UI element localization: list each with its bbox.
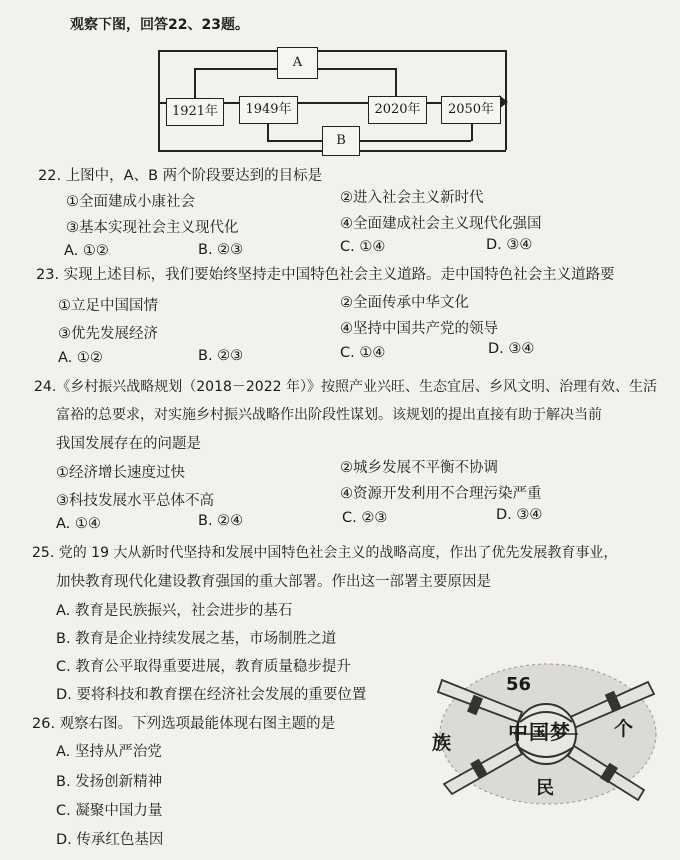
b-left-bar: [267, 140, 322, 142]
q22-item-2: ②进入社会主义新时代: [340, 190, 484, 206]
q23-choice-b[interactable]: B. ②③: [198, 348, 244, 364]
a-right-bar: [316, 68, 396, 70]
q23-choice-c[interactable]: C. ①④: [340, 345, 386, 361]
q25-stem-line-1: 25. 党的 19 大从新时代坚持和发展中国特色社会主义的战略高度，作出了优先发展教育事业，: [32, 545, 618, 561]
a-right-connector: [395, 68, 397, 98]
q24-stem-line-1: 24.《乡村振兴战略规划（2018－2022 年）》按照产业兴旺、生态宜居、乡风文明、治理有效、生活: [34, 379, 657, 395]
q25-choice-a[interactable]: A. 教育是民族振兴，社会进步的基石: [56, 603, 293, 619]
a-left-connector: [194, 68, 196, 98]
b-right-bar: [358, 140, 471, 142]
q24-item-3: ③科技发展水平总体不高: [56, 493, 214, 509]
year-2020-box: 2020年: [368, 96, 427, 124]
q22-choice-c[interactable]: C. ①④: [340, 239, 386, 255]
illustration-center-text: 中国梦: [508, 720, 571, 744]
q26-choice-c[interactable]: C. 凝聚中国力量: [56, 803, 163, 819]
q23-item-3: ③优先发展经济: [58, 326, 158, 342]
q23-choice-a[interactable]: A. ①②: [58, 350, 103, 366]
q24-choice-b[interactable]: B. ②④: [198, 513, 244, 529]
q22-item-1: ①全面建成小康社会: [66, 194, 195, 210]
stage-b-box: B: [322, 126, 360, 156]
q24-item-2: ②城乡发展不平衡不协调: [340, 460, 498, 476]
q22-choice-d[interactable]: D. ③④: [486, 237, 533, 253]
q24-stem-line-3: 我国发展存在的问题是: [56, 436, 201, 452]
q22-choice-a[interactable]: A. ①②: [64, 243, 109, 259]
q25-stem-line-2: 加快教育现代化建设教育强国的重大部署。作出这一部署主要原因是: [56, 574, 491, 590]
q25-choice-c[interactable]: C. 教育公平取得重要进展，教育质量稳步提升: [56, 659, 351, 675]
q24-choice-a[interactable]: A. ①④: [56, 516, 101, 532]
q24-stem-line-2: 富裕的总要求，对实施乡村振兴战略作出阶段性谋划。该规划的提出直接有助于解决当前: [56, 407, 602, 423]
unity-illustration: [418, 652, 668, 812]
q26-choice-d[interactable]: D. 传承红色基因: [56, 832, 164, 848]
year-1921-box: 1921年: [166, 98, 224, 126]
q23-choice-d[interactable]: D. ③④: [488, 341, 535, 357]
q22-stem: 22. 上图中，A、B 两个阶段要达到的目标是: [38, 168, 323, 184]
a-left-bar: [194, 68, 277, 70]
q23-item-2: ②全面传承中华文化: [340, 295, 469, 311]
illustration-right-char: 个: [614, 718, 634, 740]
q24-item-4: ④资源开发利用不合理污染严重: [340, 486, 542, 502]
q22-item-4: ④全面建成社会主义现代化强国: [340, 216, 542, 232]
q25-choice-d[interactable]: D. 要将科技和教育摆在经济社会发展的重要位置: [56, 687, 367, 703]
diagram-border-top: [158, 50, 505, 52]
q23-item-4: ④坚持中国共产党的领导: [340, 321, 498, 337]
q26-choice-a[interactable]: A. 坚持从严治党: [56, 744, 162, 760]
illustration-left-char: 族: [432, 732, 452, 754]
q26-choice-b[interactable]: B. 发扬创新精神: [56, 774, 163, 790]
q23-item-1: ①立足中国国情: [58, 298, 158, 314]
q22-choice-b[interactable]: B. ②③: [198, 242, 244, 258]
q25-choice-b[interactable]: B. 教育是企业持续发展之基，市场制胜之道: [56, 631, 337, 647]
q26-stem: 26. 观察右图。下列选项最能体现右图主题的是: [32, 716, 336, 732]
intro-text: 观察下图，回答22、23题。: [70, 17, 249, 33]
q24-item-1: ①经济增长速度过快: [56, 465, 185, 481]
q24-choice-c[interactable]: C. ②③: [342, 510, 388, 526]
year-1949-box: 1949年: [239, 96, 298, 124]
q24-choice-d[interactable]: D. ③④: [496, 507, 543, 523]
illustration-bottom-char: 民: [536, 778, 554, 799]
q23-stem: 23. 实现上述目标，我们要始终坚持走中国特色社会主义道路。走中国特色社会主义道路要: [36, 267, 615, 283]
stage-a-box: A: [277, 47, 318, 79]
q22-item-3: ③基本实现社会主义现代化: [66, 220, 239, 236]
year-2050-box: 2050年: [441, 96, 501, 124]
illustration-number: 56: [506, 674, 532, 695]
diagram-border-left: [158, 50, 160, 150]
